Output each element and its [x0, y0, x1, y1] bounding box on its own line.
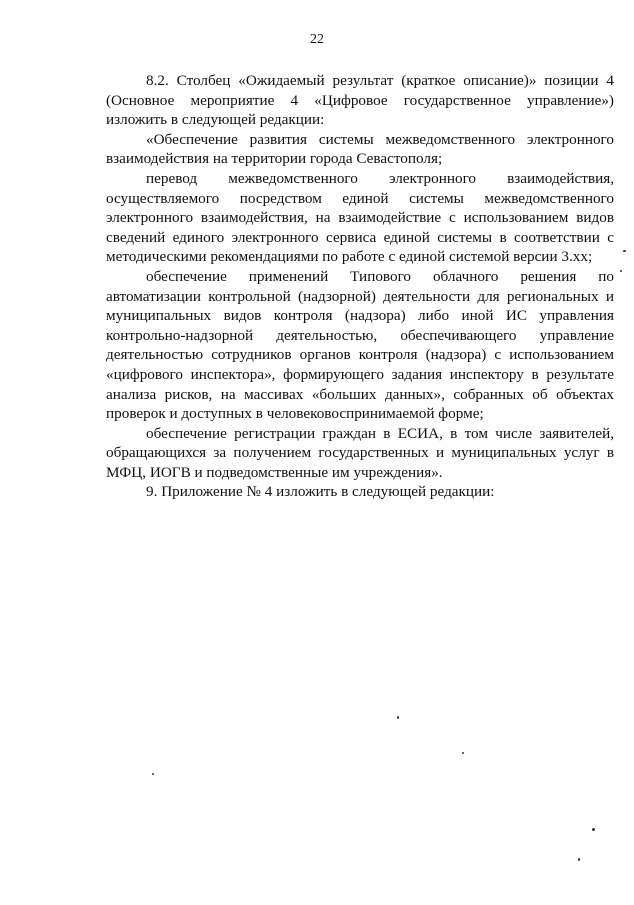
- document-body: [106, 71, 614, 502]
- paragraph-quote-start: «Обеспечение развития системы межведомственного электронного взаимодействия на территории города Севастополя;: [106, 130, 614, 168]
- scan-speck: [623, 250, 626, 252]
- scan-speck: [152, 773, 154, 775]
- scan-speck: [592, 828, 595, 831]
- paragraph-transfer: перевод межведомственного электронного взаимодействия, осуществляемого посредством единой системы межведомственного электронного взаимодействия, на взаимодействие с использованием видов сведений единого электронного сервиса единой системы в соответствии с методическими рекомендациями по работе с единой системой версии 3.хх;: [106, 169, 614, 266]
- scan-speck: [397, 716, 399, 719]
- paragraph-8-2: 8.2. Столбец «Ожидаемый результат (краткое описание)» позиции 4 (Основное мероприятие 4 «Цифровое государственное управление») изложить в следующей редакции:: [106, 72, 614, 129]
- paragraph-esia-registration: обеспечение регистрации граждан в ЕСИА, в том числе заявителей, обращающихся за получением государственных и муниципальных услуг в МФЦ, ИОГВ и подведомственные им учреждения».: [106, 424, 614, 481]
- paragraph-9: 9. Приложение № 4 изложить в следующей редакции:: [146, 483, 495, 501]
- page-number: 22: [310, 32, 324, 47]
- scan-speck: [620, 270, 622, 272]
- scan-speck: [462, 752, 464, 754]
- paragraph-cloud-solution: обеспечение применений Типового облачного решения по автоматизации контрольной (надзорной) деятельности для региональных и муниципальных видов контроля (надзора) либо иной ИС управления контрольно-надзорной деятельностью, обеспечивающего управление деятельностью сотрудников органов контроля (надзора) с использованием «цифрового инспектора», формирующего задания инспектору в результате анализа рисков, на массивах «больших данных», собранных об объектах проверок и доступных в человековоспринимаемой форме;: [106, 267, 614, 423]
- scan-speck: [578, 858, 580, 861]
